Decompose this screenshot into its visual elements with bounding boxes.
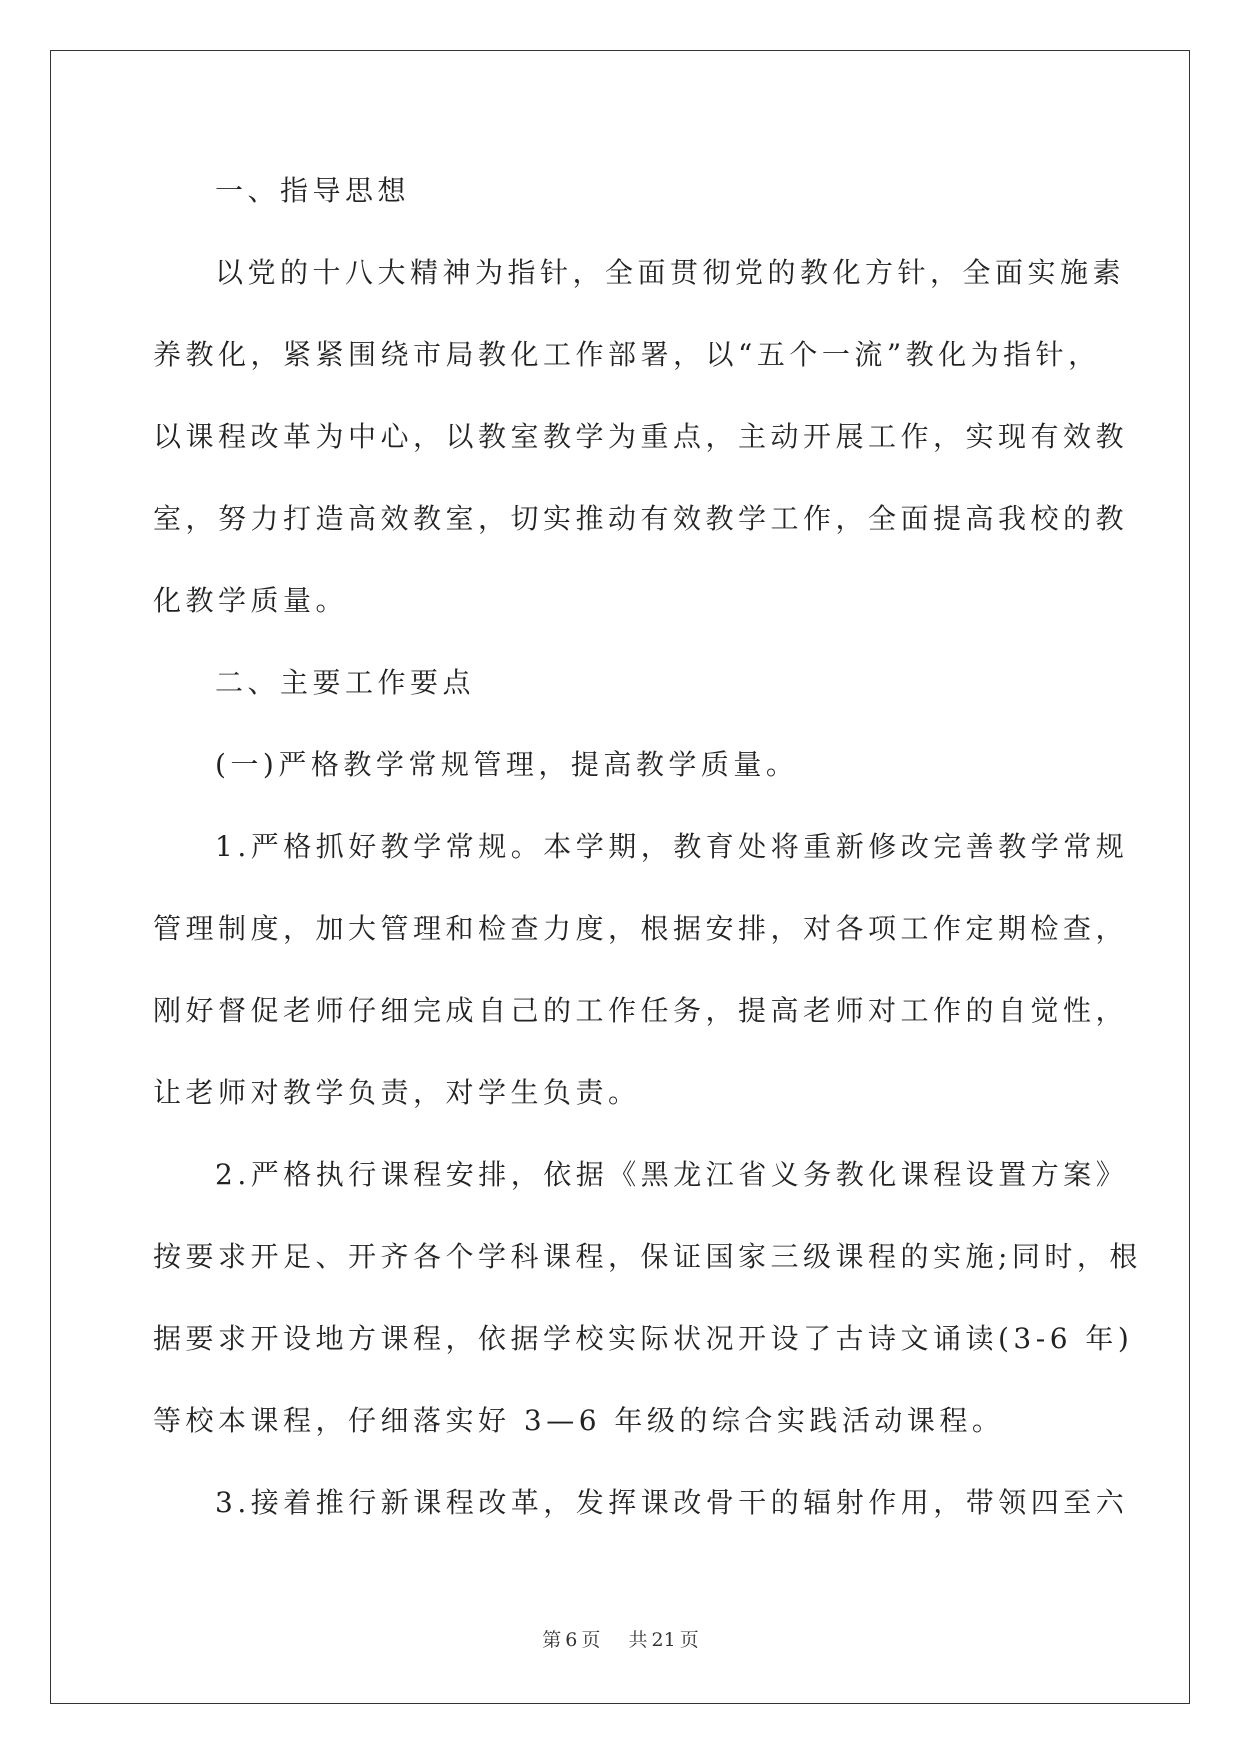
paragraph-item-3 — [153, 1462, 1129, 1544]
paragraph-line: 3.接着推行新课程改革，发挥课改骨干的辐射作用，带领四至六 — [215, 1486, 1129, 1519]
section-heading-main-points: 二、主要工作要点 — [215, 666, 476, 699]
paragraph-line: 养教化，紧紧围绕市局教化工作部署，以“五个一流”教化为指针， — [153, 338, 1101, 371]
paragraph-line: 2.严格执行课程安排，依据《黑龙江省义务教化课程设置方案》 — [215, 1158, 1129, 1191]
footer-page-prefix: 第 — [542, 1629, 562, 1651]
paragraph-line: 管理制度，加大管理和检查力度，根据安排，对各项工作定期检查， — [153, 912, 1129, 945]
paragraph-item-2 — [153, 1134, 1142, 1462]
footer-total-prefix: 共 — [628, 1629, 648, 1651]
paragraph-line: 室，努力打造高效教室，切实推动有效教学工作，全面提高我校的教 — [153, 502, 1129, 535]
footer-total-suffix: 页 — [679, 1629, 699, 1651]
paragraph-line: 让老师对教学负责，对学生负责。 — [153, 1076, 641, 1109]
paragraph-line: 据要求开设地方课程，依据学校实际状况开设了古诗文诵读(3-6 年) — [153, 1322, 1134, 1355]
paragraph-line: 以课程改革为中心，以教室教学为重点，主动开展工作，实现有效教 — [153, 420, 1129, 453]
paragraph-line: 化教学质量。 — [153, 584, 349, 617]
paragraph-line: 以党的十八大精神为指针，全面贯彻党的教化方针，全面实施素 — [215, 256, 1126, 289]
paragraph-line: 1.严格抓好教学常规。本学期，教育处将重新修改完善教学常规 — [215, 830, 1129, 863]
subsection-heading-teaching-routine: (一)严格教学常规管理，提高教学质量。 — [215, 748, 799, 781]
footer-page-number: 6 — [565, 1629, 578, 1651]
page-footer — [0, 1625, 1241, 1652]
footer-total-pages: 21 — [651, 1629, 676, 1651]
paragraph-line: 等校本课程，仔细落实好 3—6 年级的综合实践活动课程。 — [153, 1404, 1005, 1437]
paragraph-line: 按要求开足、开齐各个学科课程，保证国家三级课程的实施;同时，根 — [153, 1240, 1142, 1273]
document-body — [153, 150, 1142, 1544]
paragraph-guiding-ideology — [153, 232, 1129, 642]
paragraph-item-1 — [153, 806, 1129, 1134]
footer-page-suffix: 页 — [581, 1629, 601, 1651]
section-heading-guiding-ideology: 一、指导思想 — [215, 174, 411, 207]
paragraph-line: 刚好督促老师仔细完成自己的工作任务，提高老师对工作的自觉性， — [153, 994, 1129, 1027]
